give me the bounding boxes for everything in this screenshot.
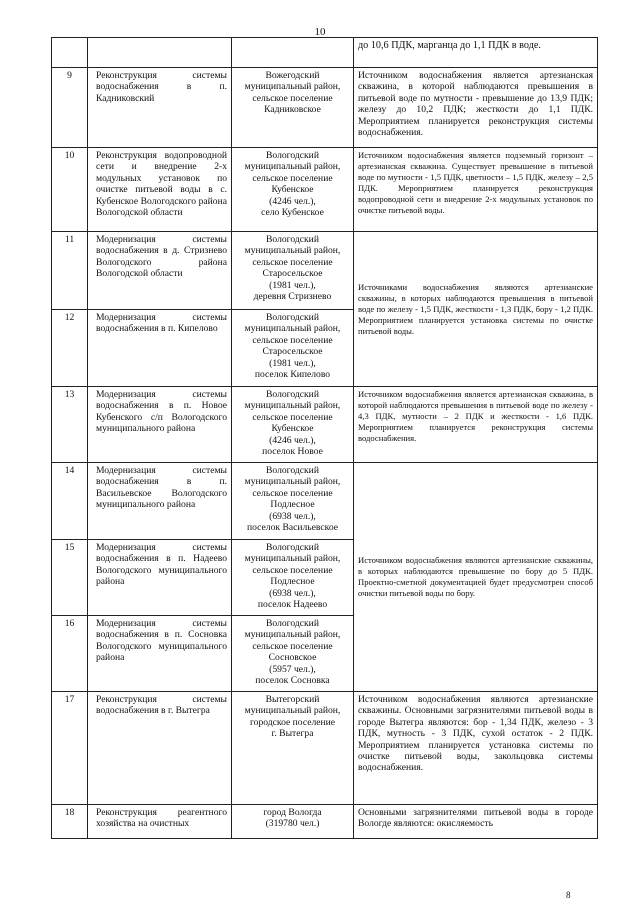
- project-description: Источником водоснабжения является артезианская скважина, в которой наблюдаются превышения в питьевой воде по железу - 4,3 ПДК, мутности – 2 ПДК и жесткости - 1,6 ПДК. Мероприятием планируется реконструкция системы водоснабжения.: [354, 387, 598, 463]
- project-location: Вологодский муниципальный район, сельское поселение Старосельское (1981 чел.), деревня Стризнево: [232, 232, 354, 310]
- row-number: 16: [52, 616, 88, 692]
- project-name: Модернизация системы водоснабжения в д. Стризнево Вологодского района Вологодской области: [88, 232, 232, 310]
- project-location: Вологодский муниципальный район, сельское поселение Подлесное (6938 чел.), поселок Надеево: [232, 540, 354, 616]
- row-number: [52, 38, 88, 68]
- project-description: Основными загрязнителями питьевой воды в городе Вологде являются: окисляемость: [354, 805, 598, 839]
- project-name: Модернизация системы водоснабжения в п. Кипелово: [88, 310, 232, 387]
- row-number: 17: [52, 692, 88, 805]
- table-row: [52, 68, 598, 148]
- row-number: 11: [52, 232, 88, 310]
- project-description: Источником водоснабжения являются артезианские скважины. Основными загрязнителями питьевой воды в городе Вытегра являются: бор - 1,34 ПДК, железо - 3 ПДК, мутность - 3 ПДК, сухой остаток - 2 ПДК. Мероприятием планируется установка системы по очистке питьевой воды, закольцовка системы водоснабжения.: [354, 692, 598, 805]
- project-location: Вожегодский муниципальный район, сельское поселение Кадниковское: [232, 68, 354, 148]
- project-description: Источниками водоснабжения являются артезианские скважины, в которых наблюдаются превышения в питьевой воде по железу - 1,5 ПДК, жесткости - 1,3 ПДК, бору - 1,2 ПДК. Мероприятием планируется установка системы по очистке питьевой воды.: [354, 232, 598, 387]
- page-number: 10: [314, 26, 326, 38]
- project-location: Вологодский муниципальный район, сельское поселение Старосельское (1981 чел.), поселок Кипелово: [232, 310, 354, 387]
- project-location: город Вологда (319780 чел.): [232, 805, 354, 839]
- project-description: Источником водоснабжения является артезианская скважина, в которой наблюдаются превышения в питьевой воде по мутности - превышение до 13,9 ПДК; железу до 10,2 ПДК; жесткости до 1,1 ПДК. Мероприятием планируется реконструкция системы водоснабжения.: [354, 68, 598, 148]
- project-location: Вологодский муниципальный район, сельское поселение Кубенское (4246 чел.), поселок Новое: [232, 387, 354, 463]
- projects-table: [51, 37, 598, 839]
- row-number: 14: [52, 463, 88, 540]
- corner-mark: 8: [566, 890, 571, 900]
- table-row: [52, 232, 598, 310]
- project-description: Источником водоснабжения является подземный горизонт – артезианская скважина. Существует превышение в питьевой воде по мутности - 1,5 ПДК, цветности – 1,5 ПДК, железу – 2,5 ПДК. Мероприятием планируется реконструкция водопроводной сети и внедрение 2-х модульных установок по очистке питьевой воды.: [354, 148, 598, 232]
- table-row: [52, 38, 598, 68]
- project-location: Вытегорский муниципальный район, городское поселение г. Вытегра: [232, 692, 354, 805]
- project-location: Вологодский муниципальный район, сельское поселение Сосновское (5957 чел.), поселок Сосновка: [232, 616, 354, 692]
- project-description: до 10,6 ПДК, марганца до 1,1 ПДК в воде.: [354, 38, 598, 68]
- row-number: 9: [52, 68, 88, 148]
- table-row: [52, 148, 598, 232]
- project-name: Реконструкция реагентного хозяйства на очистных: [88, 805, 232, 839]
- project-name: Модернизация системы водоснабжения в п. Сосновка Вологодского муниципального района: [88, 616, 232, 692]
- project-name: Реконструкция водопроводной сети и внедрение 2-х модульных установок по очистке питьевой воды в с. Кубенское Вологодского района Вологодской области: [88, 148, 232, 232]
- project-name: Реконструкция системы водоснабжения в г. Вытегра: [88, 692, 232, 805]
- table-row: [52, 805, 598, 839]
- project-location: Вологодский муниципальный район, сельское поселение Кубенское (4246 чел.), село Кубенское: [232, 148, 354, 232]
- project-location: Вологодский муниципальный район, сельское поселение Подлесное (6938 чел.), поселок Васильевское: [232, 463, 354, 540]
- table-row: [52, 387, 598, 463]
- project-name: Модернизация системы водоснабжения в п. Надеево Вологодского муниципального района: [88, 540, 232, 616]
- project-name: Реконструкция системы водоснабжения в п. Кадниковский: [88, 68, 232, 148]
- project-description: Источником водоснабжения являются артезианские скважины, в которых наблюдаются превышение по бору до 5 ПДК. Проектно-сметной документацией будет предусмотрен способ очистки питьевой воды по бору.: [354, 463, 598, 692]
- project-name: Модернизация системы водоснабжения в п. Васильевское Вологодского муниципального района: [88, 463, 232, 540]
- row-number: 15: [52, 540, 88, 616]
- row-number: 13: [52, 387, 88, 463]
- row-number: 18: [52, 805, 88, 839]
- row-number: 10: [52, 148, 88, 232]
- table-row: [52, 463, 598, 540]
- project-location: [232, 38, 354, 68]
- row-number: 12: [52, 310, 88, 387]
- table-row: [52, 692, 598, 805]
- project-name: Модернизация системы водоснабжения в п. Новое Кубенского с/п Вологодского муниципального района: [88, 387, 232, 463]
- project-name: [88, 38, 232, 68]
